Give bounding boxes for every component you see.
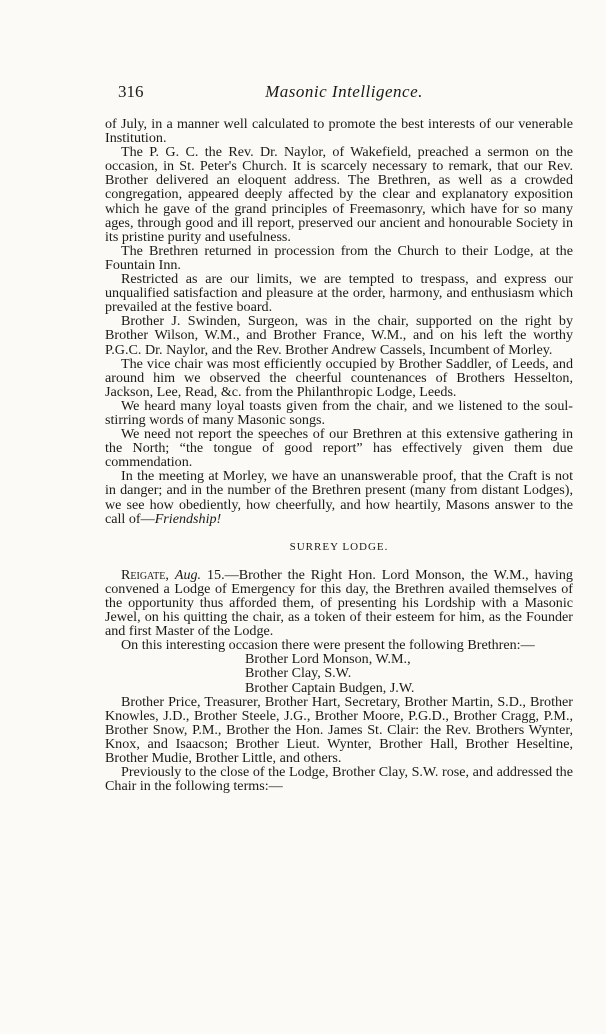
paragraph: The P. G. C. the Rev. Dr. Naylor, of Wakefield, preached a sermon on the occasion, in St. Peter's Church. It is scarcely necessary to remark, that our Rev. Brother delivered an eloquent address. The Brethren, as well as a crowded congregation, appeared deeply affected by the clear and explanatory exposition which he gave of the grand principles of Freemasonry, which have for so many ages, through good and ill report, preserved our ancient and honourable Society in its pristine purity and usefulness. xyxy=(105,144,573,245)
paragraph: We need not report the speeches of our Brethren at this extensive gathering in the North; “the tongue of good report” has effectively given them due commendation. xyxy=(105,426,573,471)
date-month: Aug. xyxy=(174,566,202,583)
running-title: Masonic Intelligence. xyxy=(265,82,423,101)
closing-paragraph xyxy=(105,469,573,525)
closing-emphasis: Friendship! xyxy=(154,510,222,527)
attendees-paragraph: Brother Price, Treasurer, Brother Hart, Secretary, Brother Martin, S.D., Brother Knowles, J.D., Brother Steele, J.G., Brother Moore, P.G.D., Brother Cragg, P.M., Brother Snow, P.M., Brother the Hon. James St. Clair: the Rev. Brothers Wynter, Knox, and Isaacson; Brother Lieut. Wynter, Brother Hall, Brother Heseltine, Brother Mudie, Brother Little, and others. xyxy=(105,693,573,767)
opening-text: 15.—Brother the Right Hon. Lord Monson, the W.M., having convened a Lodge of Emergency for this day, the Brethren availed themselves of the opportunity thus afforded them, of presenting his Lordship with a Masonic Jewel, on his quitting the chair, as a token of their esteem for him, as the Founder and first Master of the Lodge. xyxy=(105,566,573,640)
final-paragraph: Previously to the close of the Lodge, Brother Clay, S.W. rose, and addressed the Chair in the following terms:— xyxy=(105,764,573,795)
paragraph: The Brethren returned in procession from the Church to their Lodge, at the Fountain Inn. xyxy=(105,242,573,273)
page-header xyxy=(118,82,570,104)
section-heading: SURREY LODGE. xyxy=(289,540,389,553)
paragraph: We heard many loyal toasts given from the chair, and we listened to the soul-stirring words of many Masonic songs. xyxy=(105,397,573,428)
body-text xyxy=(105,117,573,793)
surrey-intro: On this interesting occasion there were present the following Brethren:— xyxy=(121,637,535,654)
page-number: 316 xyxy=(118,82,144,101)
paragraph: Restricted as are our limits, we are tempted to trespass, and express our unqualified satisfaction and pleasure at the order, harmony, and enthusiasm which prevailed at the festive board. xyxy=(105,271,573,316)
closing-text: In the meeting at Morley, we have an unanswerable proof, that the Craft is not in danger; and in the number of the Brethren present (many from distant Lodges), we see how obediently, how cheerfully, and how heartily, Masons answer to the call of— xyxy=(105,468,573,527)
officer-entry: Brother Clay, S.W. xyxy=(245,665,352,682)
paragraph: of July, in a manner well calculated to promote the best interests of our venerable Institution. xyxy=(105,116,573,147)
officer-entry: Brother Lord Monson, W.M., xyxy=(245,651,411,668)
place-name: Reigate, xyxy=(121,566,169,583)
surrey-opening xyxy=(105,568,573,638)
officer-list xyxy=(245,652,573,694)
paragraph: The vice chair was most efficiently occupied by Brother Saddler, of Leeds, and around him we observed the cheerful countenances of Brothers Hesselton, Jackson, Lee, Read, &c. from the Philanthropic Lodge, Leeds. xyxy=(105,355,573,400)
officer-entry: Brother Captain Budgen, J.W. xyxy=(245,679,415,696)
paragraph: Brother J. Swinden, Surgeon, was in the chair, supported on the right by Brother Wilson, W.M., and Brother France, W.M., and on his left the worthy P.G.C. Dr. Naylor, and the Rev. Brother Andrew Cassels, Incumbent of Morley. xyxy=(105,313,573,358)
